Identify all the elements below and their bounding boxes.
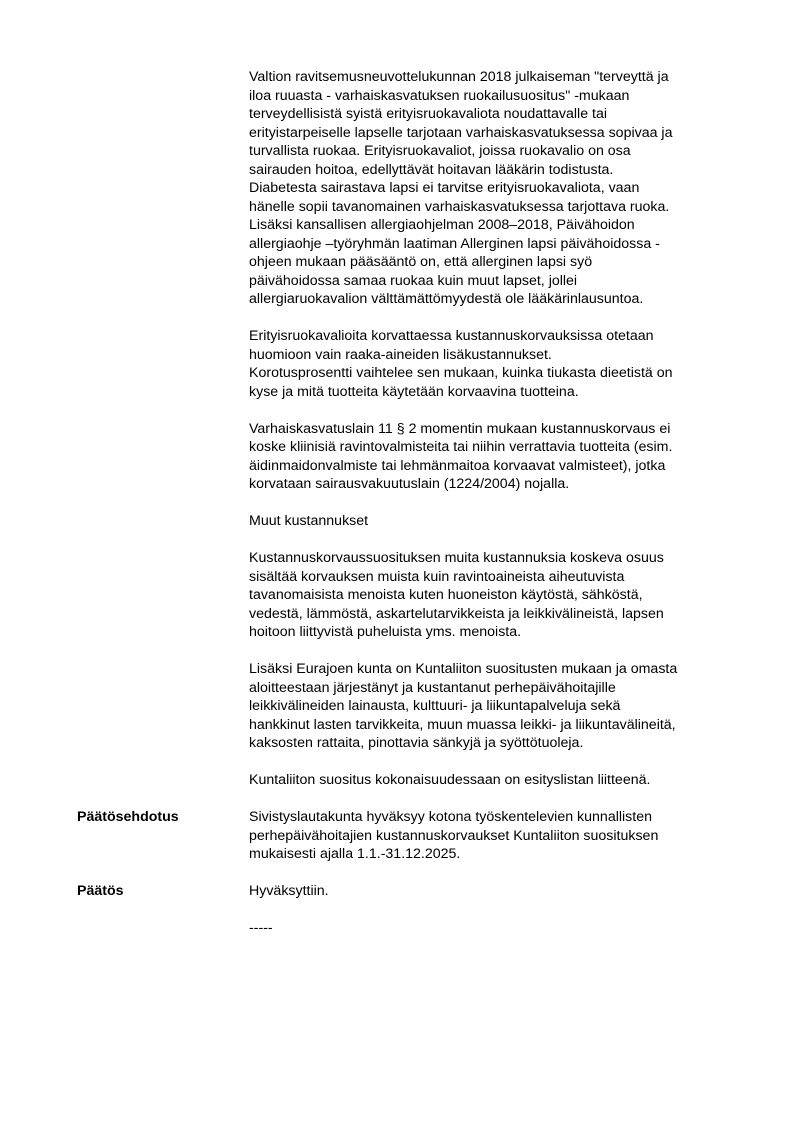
text-line: terveydellisistä syistä erityisruokavaliota noudattavalle tai: [249, 106, 608, 122]
text-line: ohjeen mukaan pääsääntö on, että allerginen lapsi syö: [249, 254, 593, 270]
decision-section: [77, 882, 739, 901]
text-line: huomioon vain raaka-aineiden lisäkustannukset.: [249, 346, 552, 363]
paragraph-early-education-act: [249, 420, 739, 494]
text-line: hankkinut lasten tarvikkeita, muun muassa leikki- ja liikuntavälineitä,: [249, 716, 676, 733]
text-line: kaksosten rattaita, pinottavia sänkyjä ja syöttötuoleja.: [249, 735, 584, 751]
paragraph-special-diet-costs: [249, 327, 739, 401]
text-line: Hyväksyttiin.: [249, 883, 329, 899]
paragraph-nutrition-recommendation: [249, 68, 739, 309]
paragraph-other-costs: [249, 549, 739, 642]
text-line: allergiaohje –työryhmän laatiman Allerginen lapsi päivähoidossa -: [249, 235, 660, 252]
end-separator: [249, 919, 739, 938]
section-heading-other-costs: [249, 512, 739, 531]
paragraph-attachment-note: [249, 771, 739, 790]
decision-text: [249, 882, 739, 901]
decision-label: Päätös: [77, 883, 124, 899]
text-line: koske kliinisiä ravintovalmisteita tai niihin verrattavia tuotteita (esim.: [249, 439, 673, 455]
text-line: allergiaruokavalion välttämättömyydestä ole lääkärinlausuntoa.: [249, 291, 644, 307]
text-line: Lisäksi kansallisen allergiaohjelman 2008–2018, Päivähoidon: [249, 217, 635, 233]
text-line: tavanomaisista menoista kuten huoneiston käytöstä, sähköstä,: [249, 587, 643, 603]
text-line: Varhaiskasvatuslain 11 § 2 momentin mukaan kustannuskorvaus ei: [249, 420, 671, 437]
text-line: Sivistyslautakunta hyväksyy kotona työskentelevien kunnallisten: [249, 809, 652, 825]
text-line: Diabetesta sairastava lapsi ei tarvitse erityisruokavaliota, vaan: [249, 180, 640, 196]
text-line: turvallista ruokaa. Erityisruokavaliot, joissa ruokavalio on osa: [249, 143, 631, 159]
text-line: hänelle sopii tavanomainen varhaiskasvatuksessa tarjottava ruoka.: [249, 198, 670, 215]
text-line: erityistarpeiselle lapselle tarjotaan varhaiskasvatuksessa sopivaa ja: [249, 124, 673, 141]
text-line: Korotusprosentti vaihtelee sen mukaan, kuinka tiukasta dieetistä on: [249, 365, 673, 381]
text-line: äidinmaidonvalmiste tai lehmänmaitoa korvaavat valmisteet), jotka: [249, 457, 666, 474]
heading-text: Muut kustannukset: [249, 513, 369, 529]
text-line: perhepäivähoitajien kustannuskorvaukset Kuntaliiton suosituksen: [249, 827, 659, 844]
decision-proposal-text: [249, 808, 739, 864]
text-line: aloitteestaan järjestänyt ja kustantanut perhepäivähoitajille: [249, 679, 616, 696]
text-line: hoitoon liittyvistä puheluista yms. menoista.: [249, 624, 522, 640]
text-line: kyse ja mitä tuotteita käytetään korvaavina tuotteina.: [249, 383, 579, 400]
text-line: leikkivälineiden lainausta, kulttuuri- ja liikuntapalveluja sekä: [249, 698, 621, 714]
decision-proposal-section: [77, 808, 739, 864]
text-line: Valtion ravitsemusneuvottelukunnan 2018 julkaiseman "terveyttä ja: [249, 69, 669, 85]
text-line: korvataan sairausvakuutuslain (1224/2004) nojalla.: [249, 476, 570, 492]
text-line: iloa ruuasta - varhaiskasvatuksen ruokailusuositus" -mukaan: [249, 87, 630, 104]
text-line: Lisäksi Eurajoen kunta on Kuntaliiton suositusten mukaan ja omasta: [249, 661, 678, 677]
text-line: päivähoidossa samaa ruokaa kuin muut lapset, jollei: [249, 272, 578, 289]
text-line: vedestä, lämmöstä, askartelutarvikkeista ja leikkivälineistä, lapsen: [249, 605, 664, 622]
separator-dashes: -----: [249, 920, 273, 936]
text-line: sairauden hoitoa, edellyttävät hoitavan lääkärin todistusta.: [249, 161, 614, 178]
document-body: [77, 68, 739, 938]
text-line: mukaisesti ajalla 1.1.-31.12.2025.: [249, 846, 461, 862]
text-line: sisältää korvauksen muista kuin ravintoaineista aiheutuvista: [249, 568, 625, 585]
text-line: Kuntaliiton suositus kokonaisuudessaan on esityslistan liitteenä.: [249, 772, 651, 788]
decision-proposal-label: Päätösehdotus: [77, 809, 179, 825]
text-line: Erityisruokavalioita korvattaessa kustannuskorvauksissa otetaan: [249, 328, 654, 344]
text-line: Kustannuskorvaussuosituksen muita kustannuksia koskeva osuus: [249, 550, 664, 566]
paragraph-eurajoki-services: [249, 660, 739, 753]
